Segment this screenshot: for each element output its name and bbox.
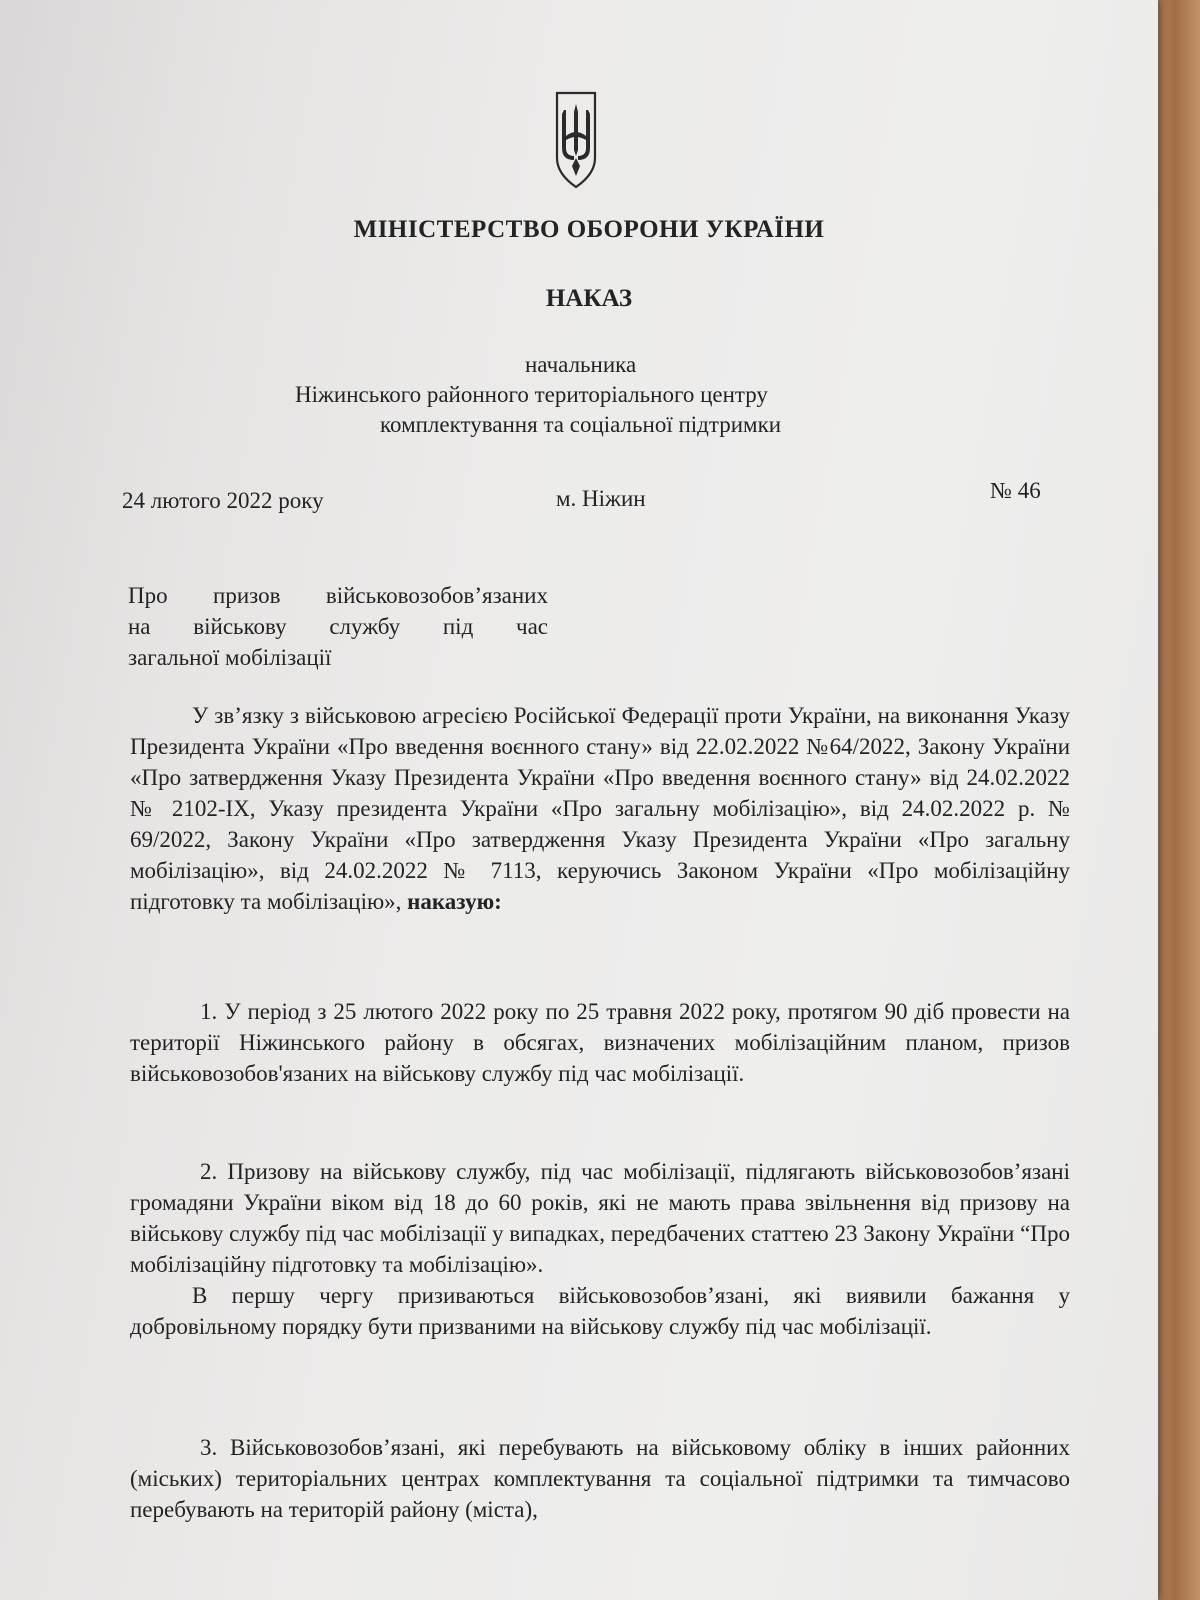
- order-city: м. Ніжин: [556, 486, 646, 511]
- issuer-line: начальника: [525, 352, 637, 377]
- item-1-text: 1. У період з 25 лютого 2022 року по 25 травня 2022 року, протягом 90 діб провести на території Ніжинського району в обсягах, визначених мобілізаційним планом, призов військовозобов'язаних на військову службу під час мобілізації.: [130, 999, 1070, 1086]
- ministry-heading: МІНІСТЕРСТВО ОБОРОНИ УКРАЇНИ: [353, 216, 825, 243]
- intro-text: У зв’язку з військовою агресією Російської Федерації проти України, на виконання Указу Президента України «Про введення воєнного стану» від 22.02.2022 №64/2022, Закону України «Про затвердження Указу Президента України «Про введення воєнного стану» від 24.02.2022 № 2102-IX, Указу президента України «Про загальну мобілізацію», від 24.02.2022 р. № 69/2022, Закону України «Про затвердження Указу Президента України «Про загальну мобілізацію», від 24.02.2022 № 7113, керуючись Законом України «Про мобілізаційну підготовку та мобілізацію»,: [130, 703, 1070, 914]
- order-date: 24 лютого 2022 року: [122, 488, 324, 513]
- item-3-text: 3. Військовозобов’язані, які перебувають на військовому обліку в інших районних (міських) територіальних центрах комплектування та соціальної підтримки та тимчасово перебувають на територій району (міста),: [130, 1435, 1070, 1522]
- order-subject: [128, 580, 548, 673]
- trident-coat-of-arms-icon: [554, 90, 598, 190]
- order-number: № 46: [990, 478, 1041, 503]
- item-2-paragraph: [130, 1156, 1070, 1342]
- item-2-text: 2. Призову на військову службу, під час мобілізації, підлягають військовозобов’язані громадяни України віком від 18 до 60 років, які не мають права звільнення від призову на військову службу під час мобілізації у випадках, передбачених статтею 23 Закону України “Про мобілізаційну підготовку та мобілізацію».: [130, 1159, 1070, 1277]
- subject-line: на військову службу під час: [128, 614, 548, 639]
- order-title: НАКАЗ: [545, 285, 633, 312]
- subject-line: загальної мобілізації: [128, 645, 332, 670]
- subject-line: Про призов військовозобов’язаних: [128, 583, 548, 608]
- item-3-paragraph: [130, 1432, 1070, 1525]
- intro-paragraph: [130, 700, 1070, 917]
- item-2-continuation: В першу чергу призиваються військовозобов’язані, які виявили бажання у добровільному порядку бути призваними на військову службу під час мобілізації.: [130, 1283, 1070, 1339]
- issuer-block: [280, 350, 900, 440]
- issuer-line: Ніжинського районного територіального центру: [295, 382, 768, 407]
- intro-emphasis: наказую:: [407, 889, 502, 914]
- item-1-paragraph: [130, 996, 1070, 1089]
- issuer-line: комплектування та соціальної підтримки: [380, 412, 782, 437]
